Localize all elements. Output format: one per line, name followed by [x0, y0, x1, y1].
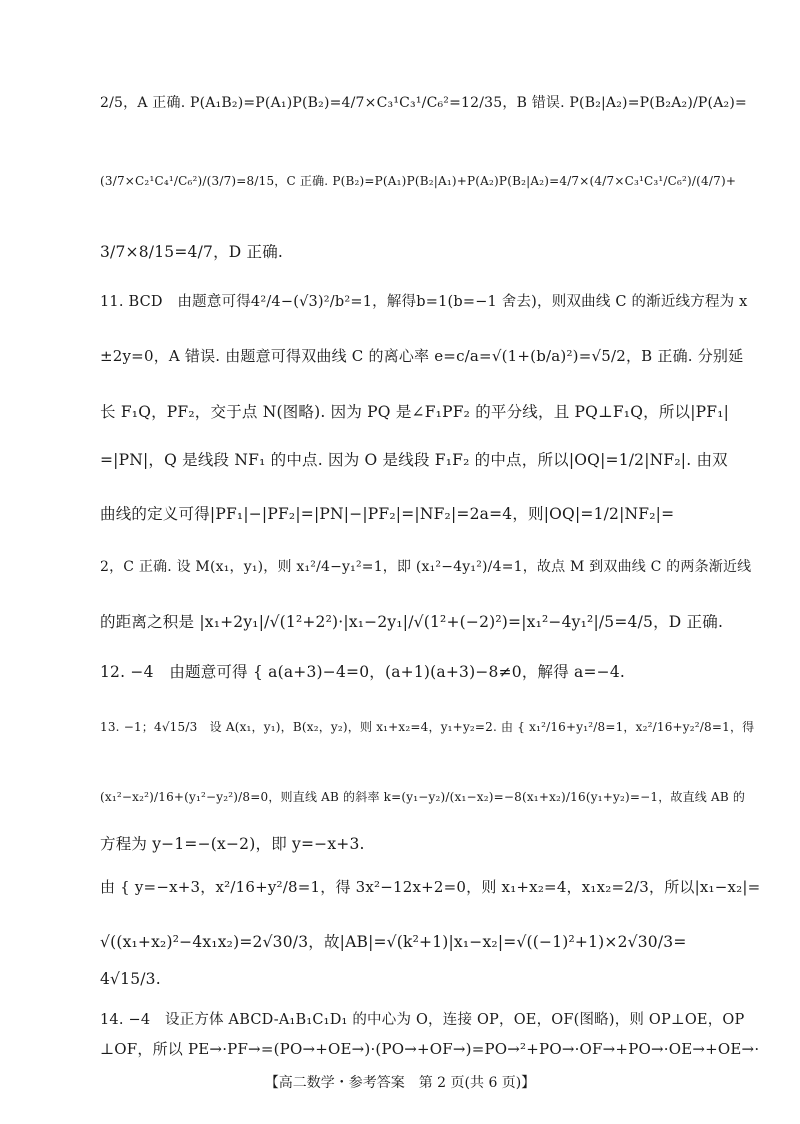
- line-1: 2/5，A 正确. P(A₁B₂)=P(A₁)P(B₂)=4/7×C₃¹C₃¹/C₆²=12/35，B 错误. P(B₂|A₂)=P(B₂A₂)/P(A₂)=: [100, 95, 747, 111]
- line-10: 的距离之积是 |x₁+2y₁|/√(1²+2²)·|x₁−2y₁|/√(1²+(−2)²)=|x₁²−4y₁²|/5=4/5，D 正确.: [100, 613, 724, 631]
- line-2: (3/7×C₂¹C₄¹/C₆²)/(3/7)=8/15，C 正确. P(B₂)=P(A₁)P(B₂|A₁)+P(A₂)P(B₂|A₂)=4/7×(4/7×C₃¹C₃¹/C₆²)/(4/7)+: [100, 174, 737, 188]
- line-18: 14. −4 设正方体 ABCD-A₁B₁C₁D₁ 的中心为 O，连接 OP，OE，OF(图略)，则 OP⊥OE，OP: [100, 1012, 745, 1028]
- line-5: ±2y=0，A 错误. 由题意可得双曲线 C 的离心率 e=c/a=√(1+(b/a)²)=√5/2，B 正确. 分别延: [100, 347, 744, 365]
- page-footer: 【高二数学・参考答案 第 2 页(共 6 页)】: [264, 1075, 536, 1091]
- line-8: 曲线的定义可得|PF₁|−|PF₂|=|PN|−|PF₂|=|NF₂|=2a=4，则|OQ|=1/2|NF₂|=: [100, 505, 675, 523]
- line-6: 长 F₁Q，PF₂，交于点 N(图略). 因为 PQ 是∠F₁PF₂ 的平分线，且 PQ⊥F₁Q，所以|PF₁|: [100, 403, 730, 421]
- line-11: 12. −4 由题意可得 { a(a+3)−4=0，(a+1)(a+3)−8≠0，解得 a=−4.: [100, 663, 626, 681]
- line-3: 3/7×8/15=4/7，D 正确.: [100, 243, 284, 261]
- line-17: 4√15/3.: [100, 970, 161, 988]
- line-19: ⊥OF，所以 PE→·PF→=(PO→+OE→)·(PO→+OF→)=PO→²+PO→·OF→+PO→·OE→+OE→·: [100, 1040, 760, 1058]
- line-16: √((x₁+x₂)²−4x₁x₂)=2√30/3，故|AB|=√(k²+1)|x₁−x₂|=√((−1)²+1)×2√30/3=: [100, 933, 687, 951]
- line-9: 2，C 正确. 设 M(x₁，y₁)，则 x₁²/4−y₁²=1，即 (x₁²−4y₁²)/4=1，故点 M 到双曲线 C 的两条渐近线: [100, 559, 752, 575]
- line-14: 方程为 y−1=−(x−2)，即 y=−x+3.: [100, 835, 365, 853]
- line-4: 11. BCD 由题意可得4²/4−(√3)²/b²=1，解得b=1(b=−1 舍去)，则双曲线 C 的渐近线方程为 x: [100, 294, 748, 310]
- line-13: (x₁²−x₂²)/16+(y₁²−y₂²)/8=0，则直线 AB 的斜率 k=(y₁−y₂)/(x₁−x₂)=−8(x₁+x₂)/16(y₁+y₂)=−1，故直线 AB 的: [100, 790, 746, 804]
- line-15: 由 { y=−x+3，x²/16+y²/8=1，得 3x²−12x+2=0，则 x₁+x₂=4，x₁x₂=2/3，所以|x₁−x₂|=: [100, 878, 761, 896]
- line-12: 13. −1；4√15/3 设 A(x₁，y₁)，B(x₂，y₂)，则 x₁+x₂=4，y₁+y₂=2. 由 { x₁²/16+y₁²/8=1，x₂²/16+y₂²/8=1，得: [100, 720, 755, 734]
- line-7: =|PN|，Q 是线段 NF₁ 的中点. 因为 O 是线段 F₁F₂ 的中点，所以|OQ|=1/2|NF₂|. 由双: [100, 451, 728, 469]
